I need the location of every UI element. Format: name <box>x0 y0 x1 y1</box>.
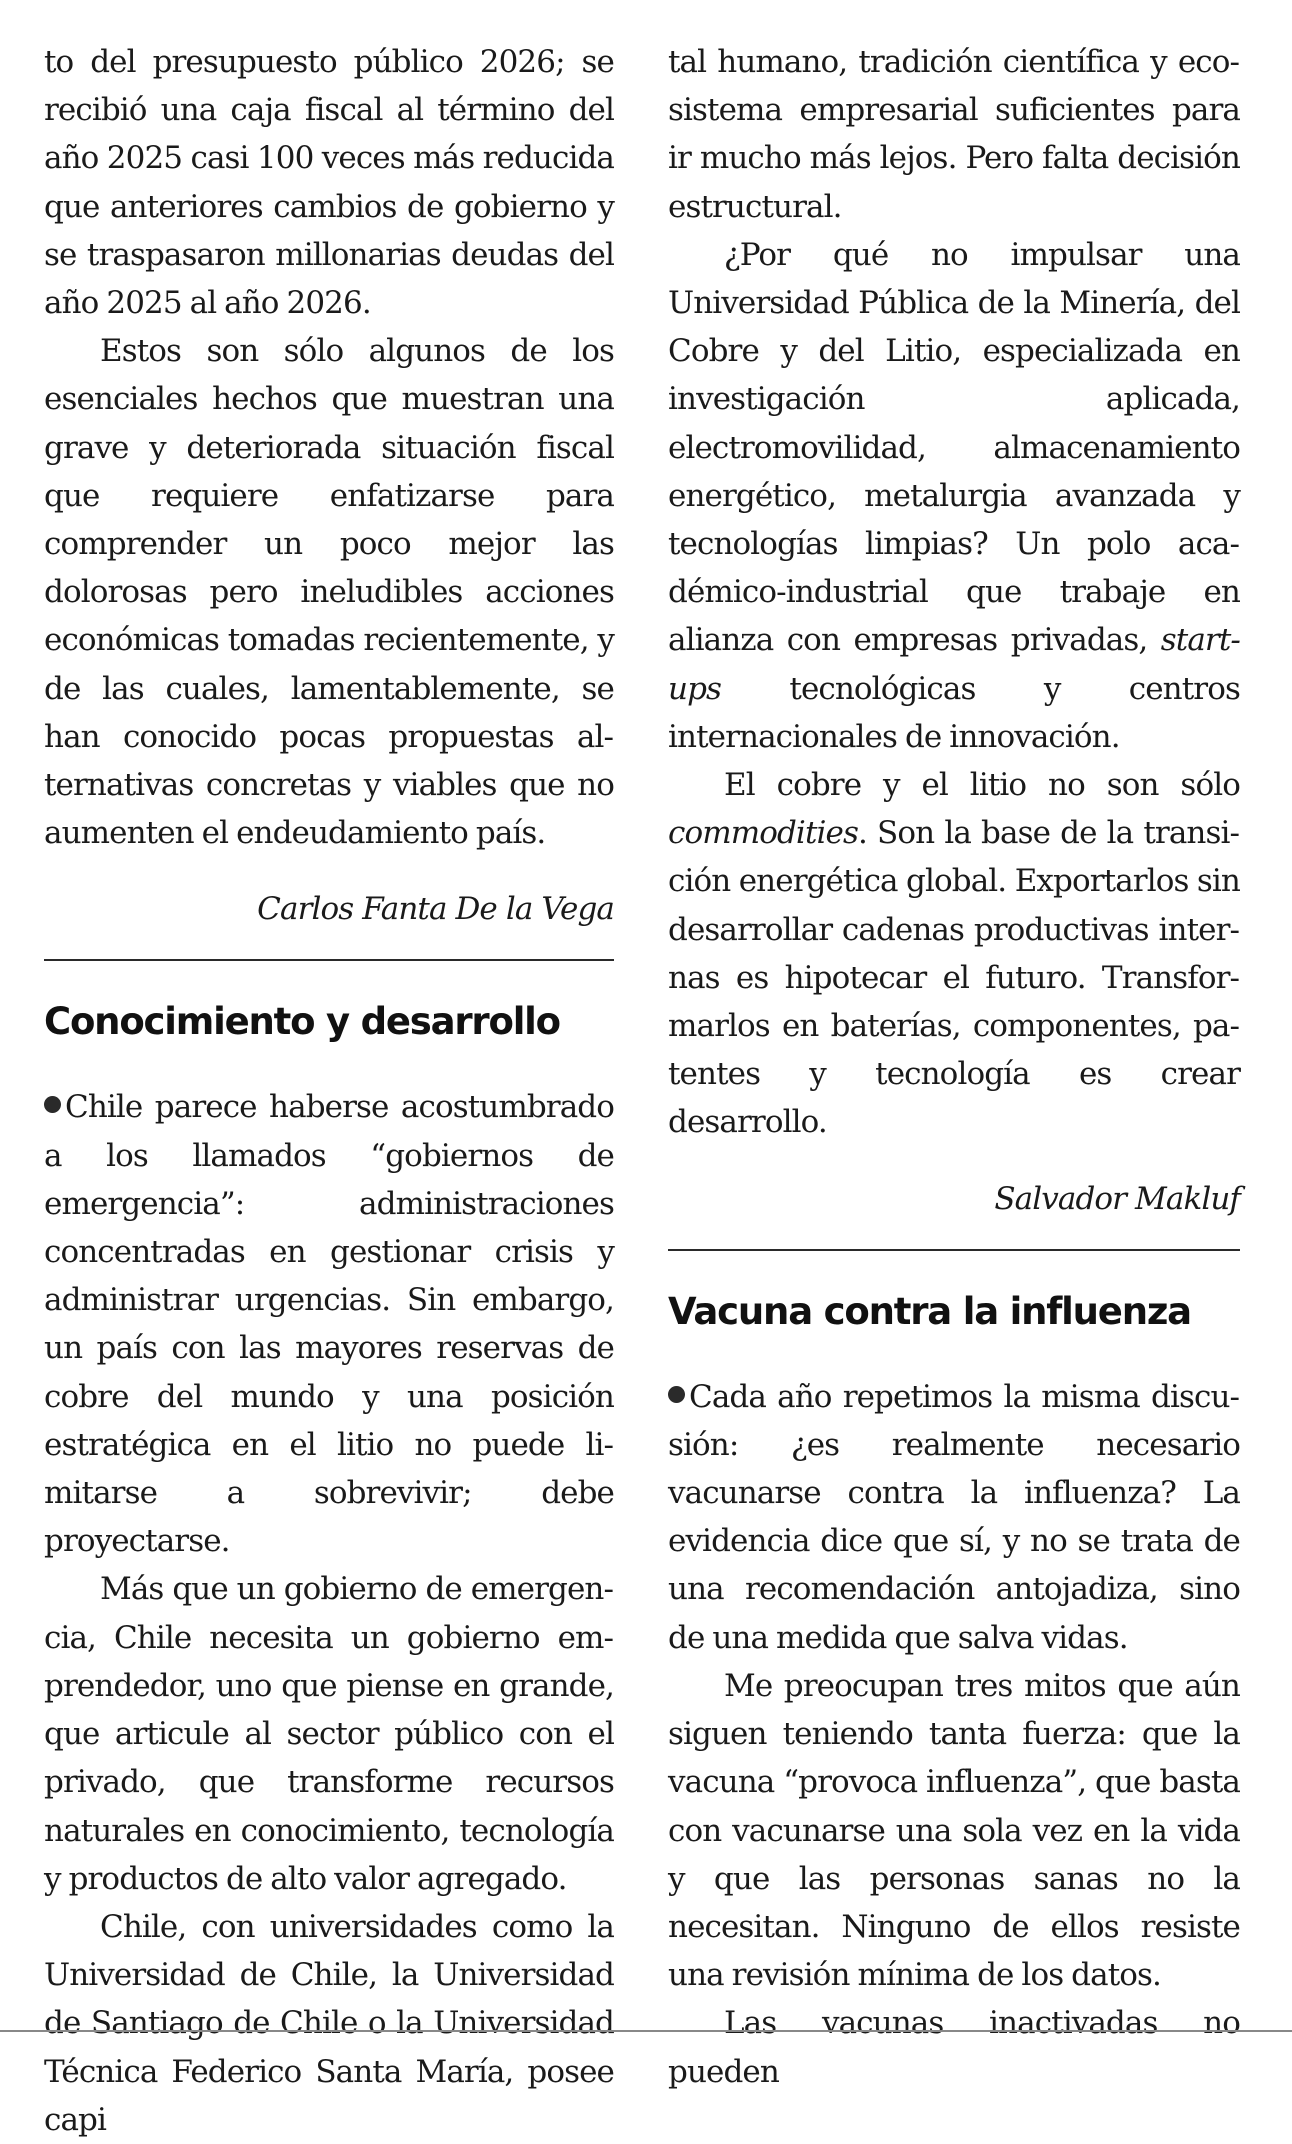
section-divider <box>668 1249 1240 1251</box>
commodities-tail: . Son la base de la transición energética global. Exportarlos sin desarrollar cadenas productivas internas es hipotecar el futuro. Transformarlos en baterías, componentes, patentes y tecnología es crear desarrollo. <box>668 815 1240 1141</box>
conocimiento-paragraph-2: Más que un gobierno de emergencia, Chile necesita un gobierno emprendedor, uno que piense en grande, que articule al sector público con el privado, que transforme recursos naturales en conocimiento, tecnología y productos de alto valor agregado. <box>44 1571 614 1897</box>
heading-conocimiento-desarrollo: Conocimiento y desarrollo <box>44 1000 560 1044</box>
commodities-head: El cobre y el litio no son sólo <box>724 767 1240 804</box>
fiscal-paragraph-1: to del presupuesto público 2026; se recibió una caja fiscal al término del año 2025 casi 100 veces más reducida que anteriores cambios de gobierno y se traspasaron millonarias deudas del año 2025 al año 2026. <box>44 44 614 322</box>
author-salvador-makluf: Salvador Makluf <box>994 1180 1240 1217</box>
conocimiento-paragraph-3: Chile, con universidades como la Universidad de Chile, la Universidad de Santiago de Chile o la Universidad Técnica Federico Santa María, posee capi <box>44 1908 614 2138</box>
startups-term: start-ups <box>668 622 1240 707</box>
continuation-2-tail: tecnológicas y centros internacionales de innovación. <box>668 670 1240 755</box>
commodities-term: commodities <box>668 815 858 852</box>
continuation-2-text: ¿Por qué no impulsar una Universidad Pública de la Minería, del Cobre y del Litio, especializada en investigación aplicada, electromovilidad, almacenamiento energético, metalurgia avanzada y tecnologías limpias? Un polo académico-industrial que trabaje en alianza con empresas privadas, <box>668 236 1240 659</box>
right-column <box>668 38 1240 2096</box>
heading-vacuna-influenza: Vacuna contra la influenza <box>668 1289 1191 1333</box>
bullet-icon <box>668 1386 685 1403</box>
fiscal-paragraph-2: Estos son sólo algunos de los esenciales hechos que muestran una grave y deteriorada situación fiscal que requiere enfatizarse para comprender un poco mejor las dolorosas pero ineludibles acciones económicas tomadas recientemente, y de las cuales, lamentablemente, se han conocido pocas propuestas alternativas concretas y viables que no aumenten el endeudamiento país. <box>44 333 614 852</box>
vacuna-paragraph-1-text: Cada año repetimos la misma discusión: ¿es realmente necesario vacunarse contra la influenza? La evidencia dice que sí, y no se trata de una recomendación antojadiza, sino de una medida que salva vidas. <box>668 1378 1240 1656</box>
conocimiento-paragraph-1-text: Chile parece haberse acostumbrado a los llamados “gobiernos de emergencia”: administraciones concentradas en gestionar crisis y administrar urgencias. Sin embargo, un país con las mayores reservas de cobre del mundo y una posición estratégica en el litio no puede limitarse a sobrevivir; debe proyectarse. <box>44 1089 614 1560</box>
vacuna-paragraph-2: Me preocupan tres mitos que aún siguen teniendo tanta fuerza: que la vacuna “provoca influenza”, que basta con vacunarse una sola vez en la vida y que las personas sanas no la necesitan. Ninguno de ellos resiste una revisión mínima de los datos. <box>668 1667 1240 1994</box>
conocimiento-continuation-1: tal humano, tradición científica y ecosistema empresarial suficientes para ir mucho más lejos. Pero falta decisión estructural. <box>668 44 1240 225</box>
conocimiento-paragraph-1 <box>44 1083 614 1565</box>
section-divider <box>44 959 614 961</box>
author-carlos-fanta: Carlos Fanta De la Vega <box>257 891 614 928</box>
bullet-icon <box>44 1096 61 1113</box>
page-bottom-rule <box>0 2030 1292 2032</box>
vacuna-paragraph-3: Las vacunas inactivadas no pueden <box>668 2005 1240 2090</box>
commodities-paragraph <box>668 761 1240 1147</box>
vacuna-paragraph-1 <box>668 1373 1240 1662</box>
conocimiento-continuation-2 <box>668 231 1240 761</box>
left-column <box>44 38 614 2144</box>
